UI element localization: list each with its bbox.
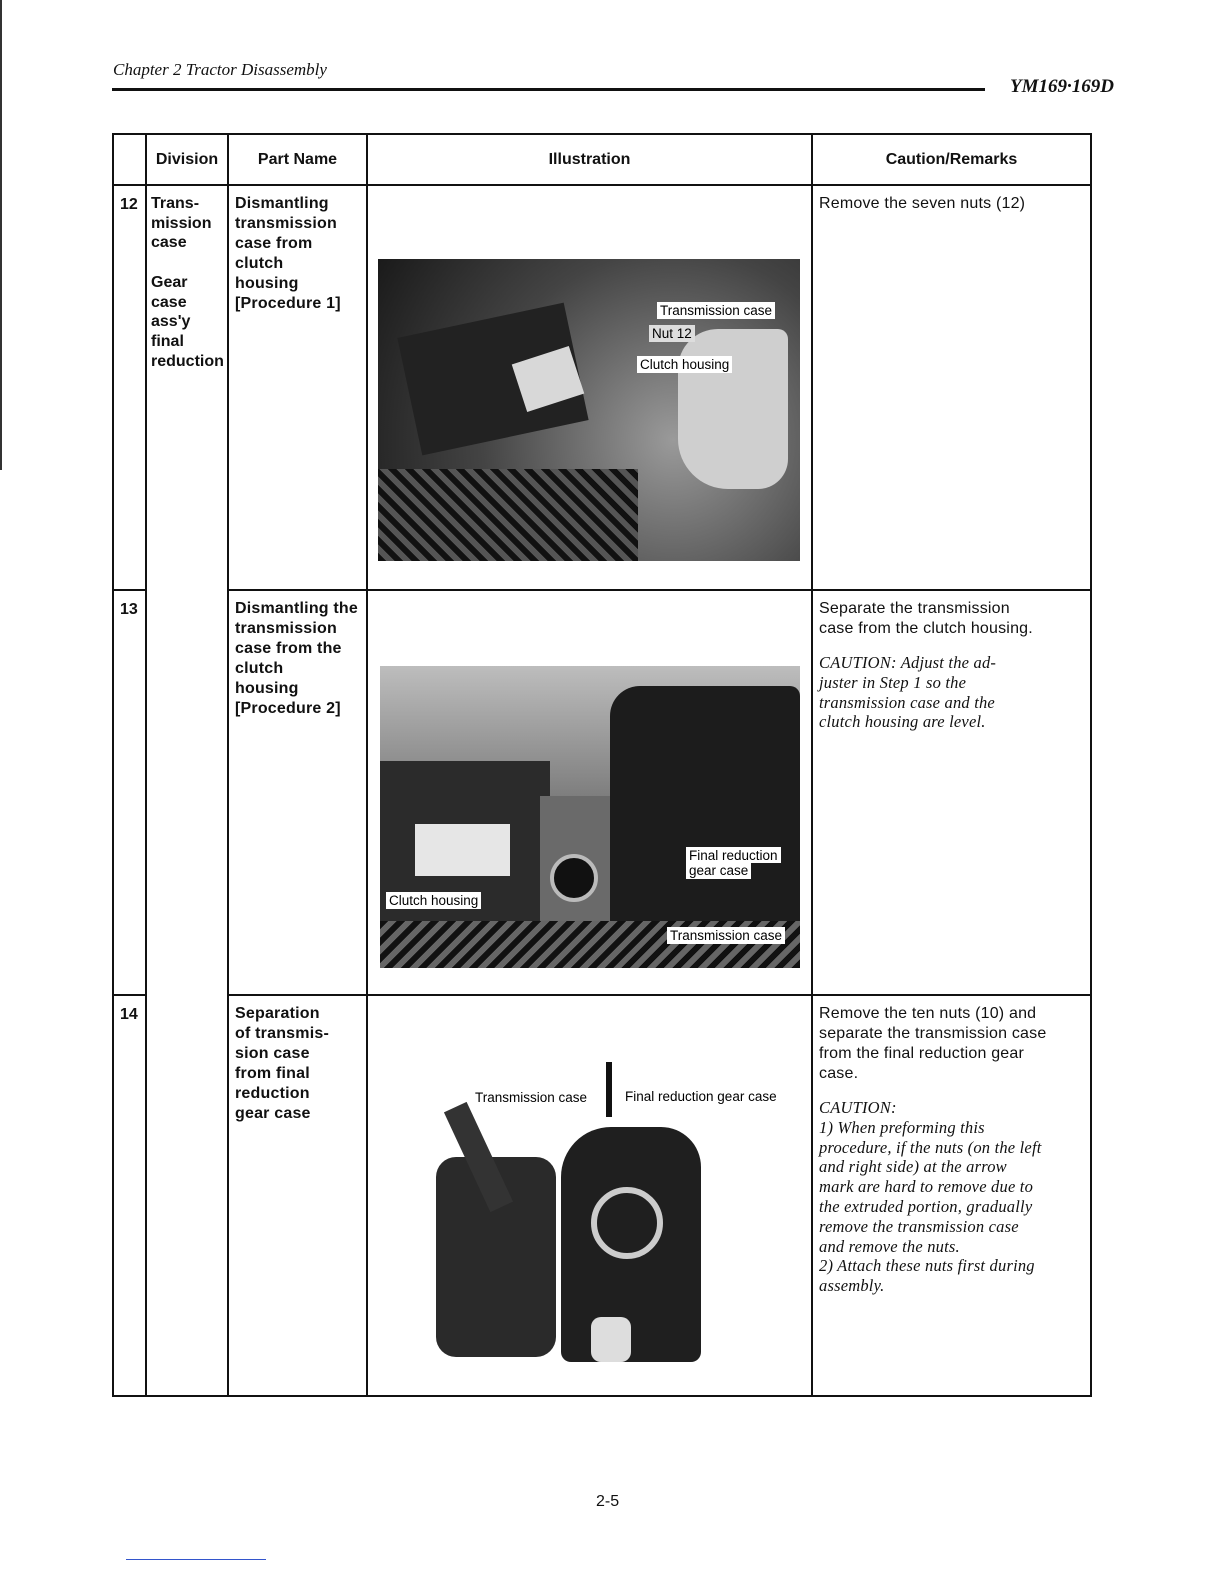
part-name-line: reduction: [235, 1085, 310, 1102]
caution-line: transmission case and the: [819, 692, 995, 712]
illustration-cell: [367, 185, 812, 590]
caution-line: 1) When preforming this: [819, 1117, 985, 1137]
col-number: [113, 134, 146, 185]
remark-line: case.: [819, 1065, 859, 1082]
label-gear-case: gear case: [686, 863, 751, 879]
part-name-line: transmission: [235, 620, 337, 637]
part-name-line: transmission: [235, 215, 337, 232]
part-name-line: sion case: [235, 1045, 310, 1062]
table-header-row: [113, 134, 1091, 185]
remark-line: separate the transmission case: [819, 1025, 1047, 1042]
part-name-line: clutch: [235, 660, 284, 677]
illustration-cell: [367, 995, 812, 1396]
part-name-line: housing: [235, 275, 299, 292]
step-number: 13: [113, 590, 146, 995]
division-cell: [146, 185, 228, 1396]
col-illustration: Illustration: [367, 134, 812, 185]
remark-text: Remove the seven nuts (12): [819, 195, 1026, 212]
part-name-line: of transmis-: [235, 1025, 329, 1042]
caution-line: procedure, if the nuts (on the left: [819, 1137, 1042, 1157]
part-name-line: clutch: [235, 255, 284, 272]
part-name-cell: [228, 185, 367, 590]
caution-text: [819, 1098, 1084, 1296]
caution-text: [819, 653, 1084, 732]
photo-transmission-nuts: [378, 259, 800, 561]
illustration-cell: [367, 590, 812, 995]
part-name-line: case from: [235, 235, 313, 252]
model-number: YM169·169D: [1010, 76, 1114, 97]
part-name-line: Separation: [235, 1005, 320, 1022]
col-division: Division: [146, 134, 228, 185]
caution-line: assembly.: [819, 1276, 885, 1296]
part-name-cell: [228, 590, 367, 995]
header-rule: [112, 88, 985, 91]
caution-line: and remove the nuts.: [819, 1236, 960, 1256]
part-name-cell: [228, 995, 367, 1396]
division-line: Gear: [151, 273, 188, 291]
table-row: [113, 185, 1091, 590]
table-row: [113, 995, 1091, 1396]
part-name-line: gear case: [235, 1105, 311, 1122]
part-name-line: [Procedure 1]: [235, 295, 341, 312]
caution-line: CAUTION:: [819, 1098, 897, 1117]
caution-line: and right side) at the arrow: [819, 1157, 1007, 1177]
caution-line: the extruded portion, gradually: [819, 1196, 1033, 1216]
remark-line: from the final reduction gear: [819, 1045, 1025, 1062]
photo-final-reduction-separation: [376, 1062, 801, 1362]
remark-cell: [812, 185, 1091, 590]
division-line: [151, 253, 227, 273]
label-transmission-case: Transmission case: [472, 1089, 590, 1106]
part-name-line: housing: [235, 680, 299, 697]
footer-line: [126, 1559, 266, 1560]
caution-line: mark are hard to remove due to: [819, 1177, 1034, 1197]
caution-line: remove the transmission case: [819, 1216, 1019, 1236]
caution-line: CAUTION: Adjust the ad-: [819, 653, 997, 672]
remark-line: Remove the ten nuts (10) and: [819, 1005, 1037, 1022]
remark-line: Separate the transmission: [819, 600, 1010, 617]
caution-line: 2) Attach these nuts first during: [819, 1256, 1035, 1276]
caution-line: clutch housing are level.: [819, 712, 986, 732]
division-line: ass'y: [151, 313, 191, 331]
label-final-reduction: Final reduction: [686, 847, 781, 863]
division-line: final: [151, 332, 184, 350]
part-name-line: from final: [235, 1065, 310, 1082]
chapter-title: Chapter 2 Tractor Disassembly: [113, 60, 327, 79]
remark-cell: [812, 590, 1091, 995]
division-line: mission: [151, 214, 212, 232]
part-name-line: [Procedure 2]: [235, 700, 341, 717]
step-number: 14: [113, 995, 146, 1396]
label-clutch-housing: Clutch housing: [637, 356, 732, 373]
label-nut-12: Nut 12: [649, 325, 695, 342]
photo-clutch-separation: [380, 666, 800, 968]
label-transmission-case: Transmission case: [667, 927, 785, 944]
procedure-table: [112, 133, 1092, 1397]
division-line: case: [151, 234, 187, 252]
remark-cell: [812, 995, 1091, 1396]
col-remarks: Caution/Remarks: [812, 134, 1091, 185]
page-number: 2-5: [596, 1493, 620, 1510]
label-transmission-case: Transmission case: [657, 302, 775, 319]
division-line: Trans-: [151, 195, 200, 212]
division-line: reduction: [151, 352, 224, 370]
label-clutch-housing: Clutch housing: [386, 892, 481, 909]
label-final-reduction-gear-case: Final reduction gear case: [622, 1088, 780, 1105]
remark-line: case from the clutch housing.: [819, 620, 1033, 637]
division-line: case: [151, 293, 187, 311]
table-row: [113, 590, 1091, 995]
part-name-line: Dismantling the: [235, 600, 359, 617]
page-edge-line: [0, 0, 2, 470]
part-name-line: case from the: [235, 640, 342, 657]
step-number: 12: [113, 185, 146, 590]
col-part-name: Part Name: [228, 134, 367, 185]
caution-line: juster in Step 1 so the: [819, 672, 967, 692]
part-name-line: Dismantling: [235, 195, 329, 212]
